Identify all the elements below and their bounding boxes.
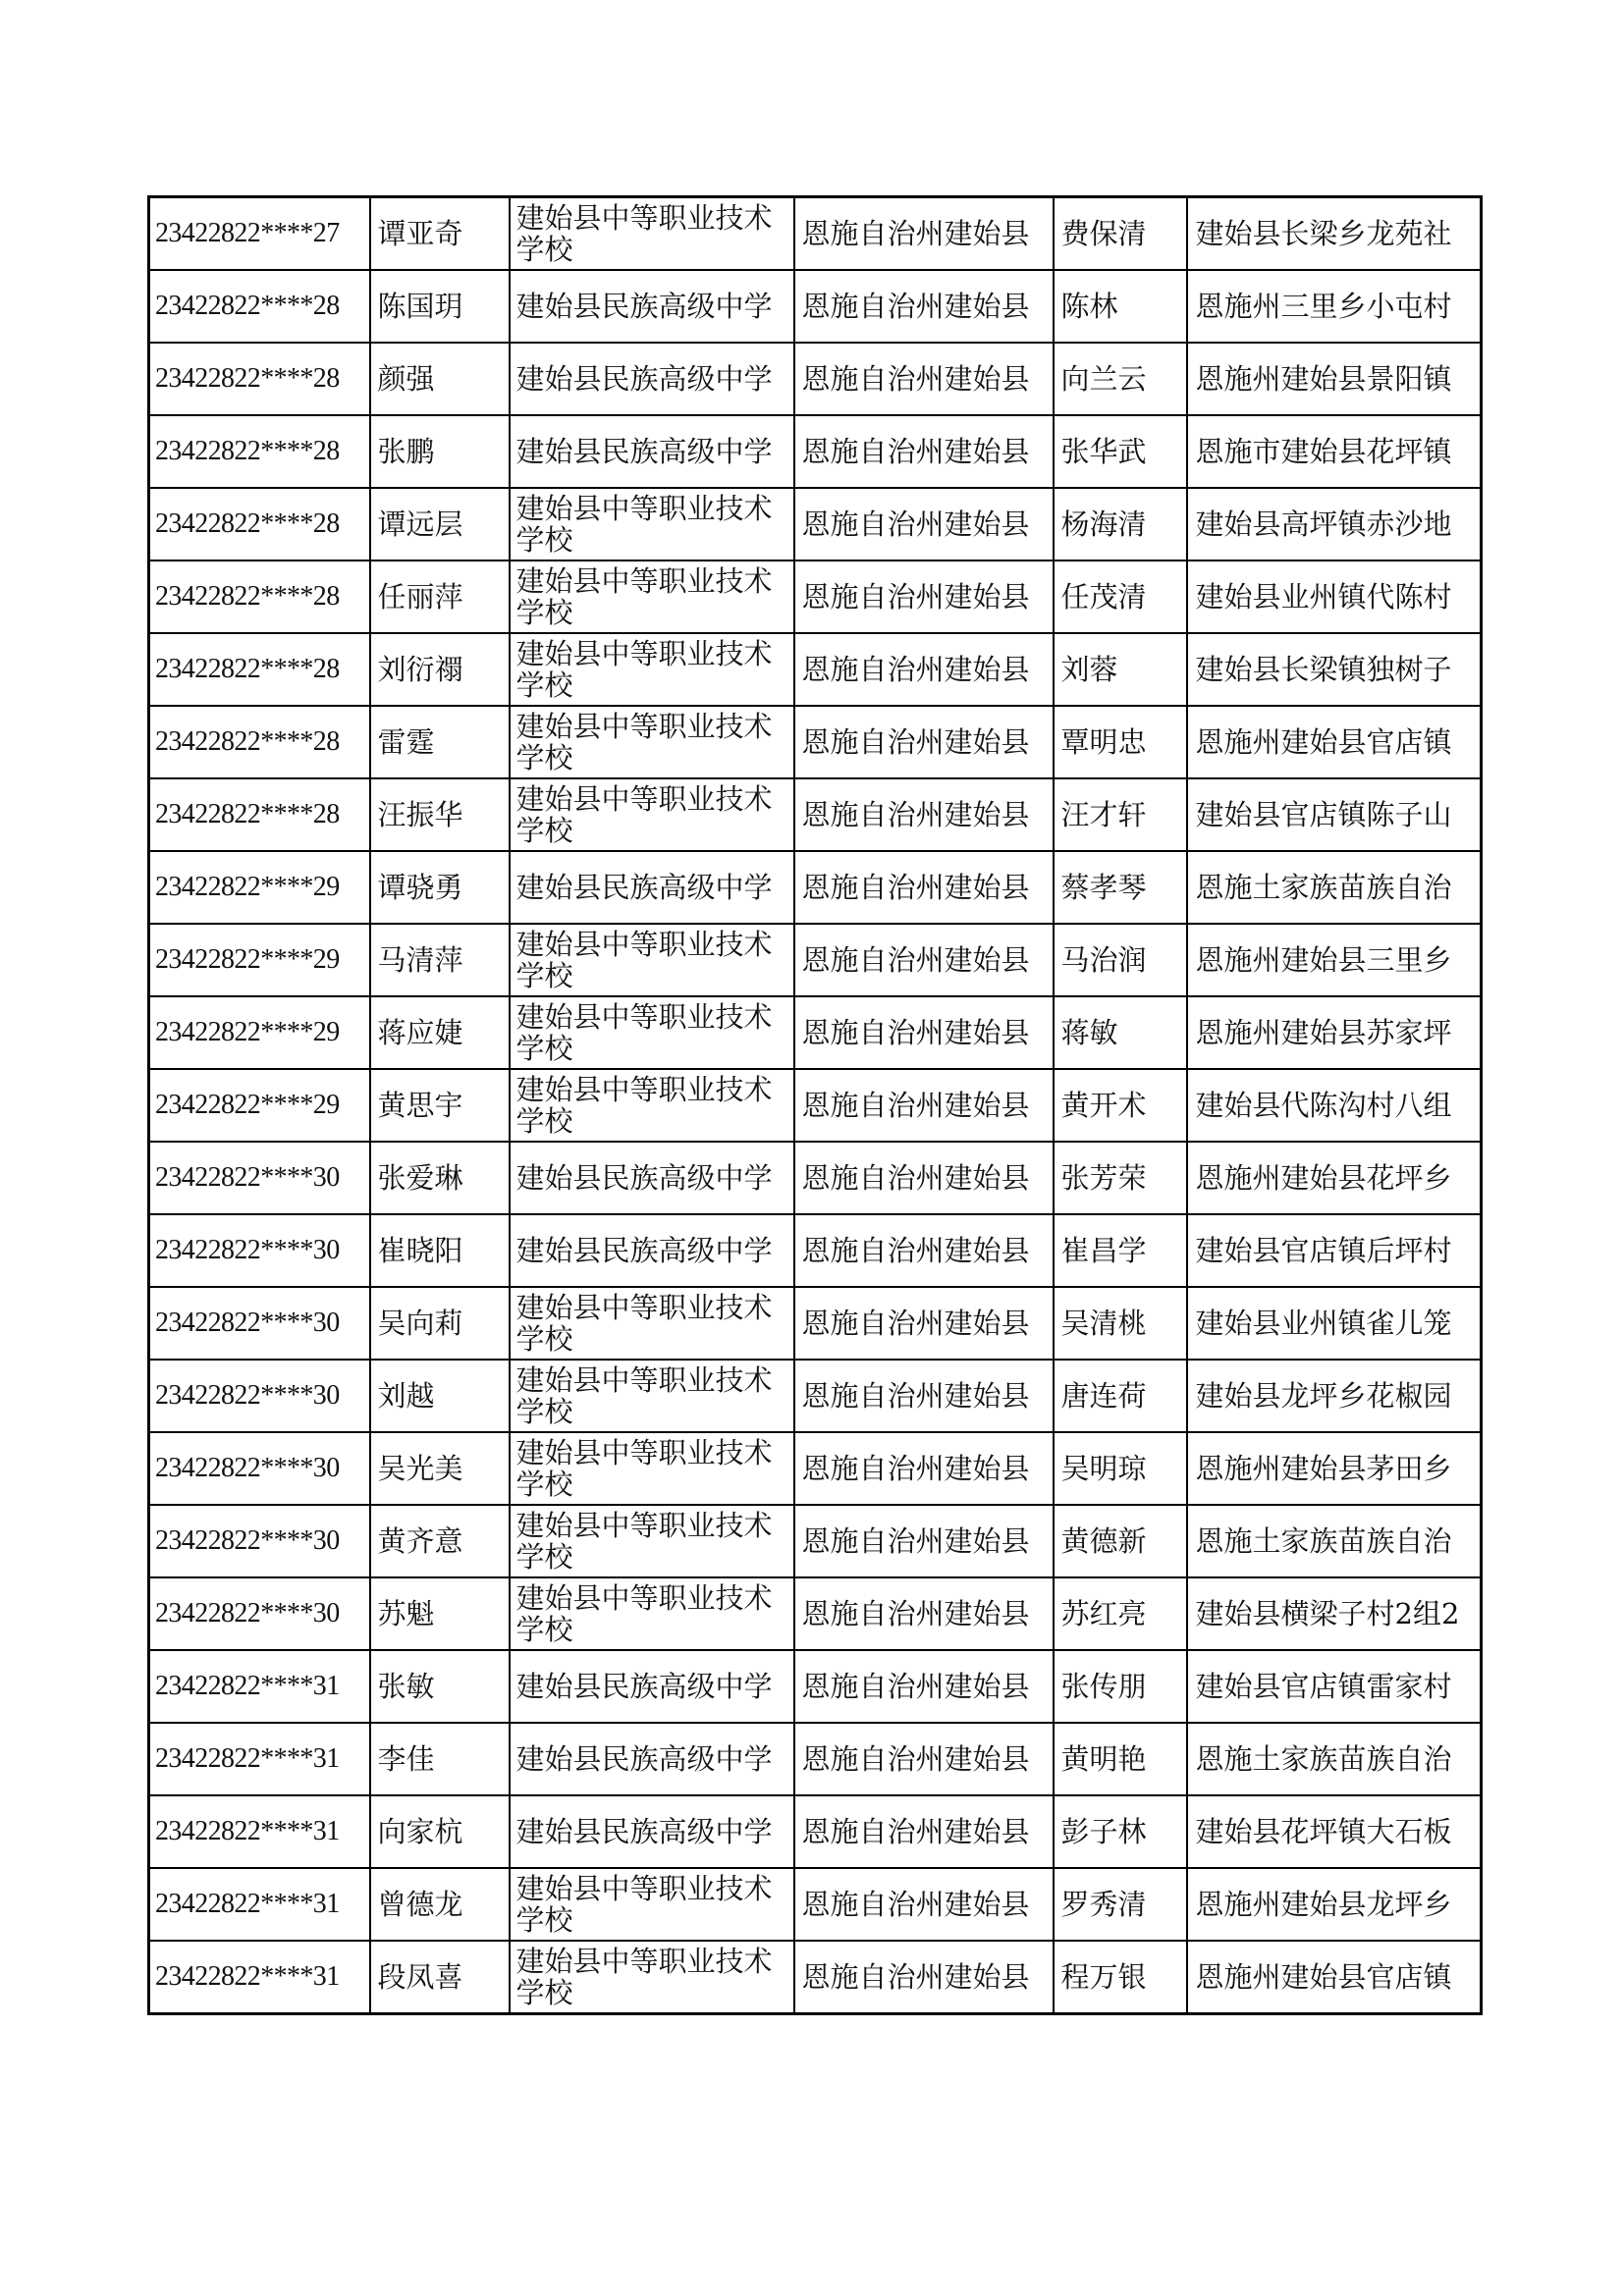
id-number-cell: 23422822****30 — [149, 1287, 370, 1360]
table-row — [149, 1505, 1482, 1577]
address-cell: 恩施土家族苗族自治 — [1187, 1505, 1482, 1577]
student-name-cell: 张敏 — [370, 1650, 510, 1723]
school-cell: 建始县中等职业技术学校 — [510, 197, 794, 271]
address-cell: 建始县官店镇后坪村 — [1187, 1214, 1482, 1287]
region-cell: 恩施自治州建始县 — [794, 1505, 1054, 1577]
id-number-cell: 23422822****29 — [149, 924, 370, 996]
table-row — [149, 197, 1482, 271]
table-row — [149, 1360, 1482, 1432]
student-name-cell: 张鹏 — [370, 415, 510, 488]
region-cell: 恩施自治州建始县 — [794, 706, 1054, 778]
address-cell: 恩施州建始县花坪乡 — [1187, 1142, 1482, 1214]
id-number-cell: 23422822****28 — [149, 778, 370, 851]
school-cell: 建始县中等职业技术学校 — [510, 1941, 794, 2014]
address-cell: 建始县龙坪乡花椒园 — [1187, 1360, 1482, 1432]
guardian-name-cell: 费保清 — [1054, 197, 1187, 271]
student-name-cell: 吴光美 — [370, 1432, 510, 1505]
table-row — [149, 561, 1482, 633]
student-table-body — [149, 197, 1482, 2014]
table-row — [149, 343, 1482, 415]
school-cell: 建始县中等职业技术学校 — [510, 1868, 794, 1941]
table-row — [149, 851, 1482, 924]
region-cell: 恩施自治州建始县 — [794, 1577, 1054, 1650]
student-name-cell: 向家杭 — [370, 1795, 510, 1868]
address-cell: 建始县花坪镇大石板 — [1187, 1795, 1482, 1868]
student-name-cell: 崔晓阳 — [370, 1214, 510, 1287]
guardian-name-cell: 吴明琼 — [1054, 1432, 1187, 1505]
address-cell: 建始县长梁乡龙苑社 — [1187, 197, 1482, 271]
table-row — [149, 1723, 1482, 1795]
student-name-cell: 马清萍 — [370, 924, 510, 996]
address-cell: 建始县官店镇陈子山 — [1187, 778, 1482, 851]
region-cell: 恩施自治州建始县 — [794, 851, 1054, 924]
table-row — [149, 1287, 1482, 1360]
region-cell: 恩施自治州建始县 — [794, 924, 1054, 996]
school-cell: 建始县中等职业技术学校 — [510, 1505, 794, 1577]
student-name-cell: 刘衍禤 — [370, 633, 510, 706]
school-cell: 建始县民族高级中学 — [510, 851, 794, 924]
table-row — [149, 488, 1482, 561]
school-cell: 建始县中等职业技术学校 — [510, 1287, 794, 1360]
school-cell: 建始县民族高级中学 — [510, 1795, 794, 1868]
address-cell: 恩施州建始县三里乡 — [1187, 924, 1482, 996]
guardian-name-cell: 汪才轩 — [1054, 778, 1187, 851]
address-cell: 建始县代陈沟村八组 — [1187, 1069, 1482, 1142]
id-number-cell: 23422822****28 — [149, 633, 370, 706]
id-number-cell: 23422822****31 — [149, 1868, 370, 1941]
school-cell: 建始县中等职业技术学校 — [510, 778, 794, 851]
table-row — [149, 1214, 1482, 1287]
guardian-name-cell: 黄开术 — [1054, 1069, 1187, 1142]
school-cell: 建始县中等职业技术学校 — [510, 996, 794, 1069]
table-row — [149, 1432, 1482, 1505]
region-cell: 恩施自治州建始县 — [794, 633, 1054, 706]
guardian-name-cell: 张传朋 — [1054, 1650, 1187, 1723]
guardian-name-cell: 崔昌学 — [1054, 1214, 1187, 1287]
student-name-cell: 任丽萍 — [370, 561, 510, 633]
guardian-name-cell: 向兰云 — [1054, 343, 1187, 415]
student-name-cell: 吴向莉 — [370, 1287, 510, 1360]
student-name-cell: 汪振华 — [370, 778, 510, 851]
guardian-name-cell: 任茂清 — [1054, 561, 1187, 633]
region-cell: 恩施自治州建始县 — [794, 415, 1054, 488]
region-cell: 恩施自治州建始县 — [794, 1941, 1054, 2014]
id-number-cell: 23422822****30 — [149, 1505, 370, 1577]
address-cell: 建始县官店镇雷家村 — [1187, 1650, 1482, 1723]
region-cell: 恩施自治州建始县 — [794, 1360, 1054, 1432]
id-number-cell: 23422822****28 — [149, 488, 370, 561]
table-row — [149, 415, 1482, 488]
school-cell: 建始县民族高级中学 — [510, 1723, 794, 1795]
region-cell: 恩施自治州建始县 — [794, 488, 1054, 561]
address-cell: 建始县业州镇代陈村 — [1187, 561, 1482, 633]
region-cell: 恩施自治州建始县 — [794, 1795, 1054, 1868]
address-cell: 恩施土家族苗族自治 — [1187, 851, 1482, 924]
guardian-name-cell: 陈林 — [1054, 270, 1187, 343]
table-row — [149, 1941, 1482, 2014]
table-row — [149, 1650, 1482, 1723]
region-cell: 恩施自治州建始县 — [794, 1214, 1054, 1287]
region-cell: 恩施自治州建始县 — [794, 1723, 1054, 1795]
region-cell: 恩施自治州建始县 — [794, 1142, 1054, 1214]
guardian-name-cell: 蔡孝琴 — [1054, 851, 1187, 924]
guardian-name-cell: 苏红亮 — [1054, 1577, 1187, 1650]
address-cell: 恩施州建始县景阳镇 — [1187, 343, 1482, 415]
student-name-cell: 雷霆 — [370, 706, 510, 778]
region-cell: 恩施自治州建始县 — [794, 1432, 1054, 1505]
region-cell: 恩施自治州建始县 — [794, 343, 1054, 415]
guardian-name-cell: 黄明艳 — [1054, 1723, 1187, 1795]
school-cell: 建始县中等职业技术学校 — [510, 561, 794, 633]
address-cell: 建始县业州镇雀儿笼 — [1187, 1287, 1482, 1360]
id-number-cell: 23422822****28 — [149, 343, 370, 415]
region-cell: 恩施自治州建始县 — [794, 270, 1054, 343]
school-cell: 建始县民族高级中学 — [510, 270, 794, 343]
guardian-name-cell: 唐连荷 — [1054, 1360, 1187, 1432]
region-cell: 恩施自治州建始县 — [794, 996, 1054, 1069]
student-name-cell: 曾德龙 — [370, 1868, 510, 1941]
student-name-cell: 黄思宇 — [370, 1069, 510, 1142]
id-number-cell: 23422822****30 — [149, 1432, 370, 1505]
school-cell: 建始县中等职业技术学校 — [510, 1360, 794, 1432]
school-cell: 建始县民族高级中学 — [510, 1650, 794, 1723]
id-number-cell: 23422822****28 — [149, 561, 370, 633]
address-cell: 建始县长梁镇独树子 — [1187, 633, 1482, 706]
guardian-name-cell: 张芳荣 — [1054, 1142, 1187, 1214]
school-cell: 建始县民族高级中学 — [510, 1214, 794, 1287]
address-cell: 恩施州建始县苏家坪 — [1187, 996, 1482, 1069]
table-row — [149, 270, 1482, 343]
id-number-cell: 23422822****30 — [149, 1360, 370, 1432]
id-number-cell: 23422822****27 — [149, 197, 370, 271]
table-row — [149, 1577, 1482, 1650]
guardian-name-cell: 刘蓉 — [1054, 633, 1187, 706]
table-row — [149, 996, 1482, 1069]
address-cell: 恩施土家族苗族自治 — [1187, 1723, 1482, 1795]
id-number-cell: 23422822****29 — [149, 851, 370, 924]
table-row — [149, 924, 1482, 996]
school-cell: 建始县民族高级中学 — [510, 415, 794, 488]
id-number-cell: 23422822****29 — [149, 996, 370, 1069]
school-cell: 建始县民族高级中学 — [510, 343, 794, 415]
region-cell: 恩施自治州建始县 — [794, 1868, 1054, 1941]
guardian-name-cell: 杨海清 — [1054, 488, 1187, 561]
school-cell: 建始县中等职业技术学校 — [510, 633, 794, 706]
id-number-cell: 23422822****31 — [149, 1941, 370, 2014]
id-number-cell: 23422822****28 — [149, 706, 370, 778]
guardian-name-cell: 覃明忠 — [1054, 706, 1187, 778]
guardian-name-cell: 吴清桃 — [1054, 1287, 1187, 1360]
school-cell: 建始县中等职业技术学校 — [510, 1432, 794, 1505]
region-cell: 恩施自治州建始县 — [794, 1650, 1054, 1723]
region-cell: 恩施自治州建始县 — [794, 778, 1054, 851]
student-name-cell: 李佳 — [370, 1723, 510, 1795]
id-number-cell: 23422822****30 — [149, 1214, 370, 1287]
student-name-cell: 谭骁勇 — [370, 851, 510, 924]
student-name-cell: 段凤喜 — [370, 1941, 510, 2014]
id-number-cell: 23422822****28 — [149, 270, 370, 343]
school-cell: 建始县中等职业技术学校 — [510, 1577, 794, 1650]
guardian-name-cell: 程万银 — [1054, 1941, 1187, 2014]
address-cell: 恩施州三里乡小屯村 — [1187, 270, 1482, 343]
guardian-name-cell: 张华武 — [1054, 415, 1187, 488]
student-name-cell: 刘越 — [370, 1360, 510, 1432]
table-row — [149, 1142, 1482, 1214]
school-cell: 建始县中等职业技术学校 — [510, 706, 794, 778]
id-number-cell: 23422822****31 — [149, 1795, 370, 1868]
school-cell: 建始县民族高级中学 — [510, 1142, 794, 1214]
id-number-cell: 23422822****30 — [149, 1142, 370, 1214]
table-row — [149, 633, 1482, 706]
school-cell: 建始县中等职业技术学校 — [510, 924, 794, 996]
student-name-cell: 黄齐意 — [370, 1505, 510, 1577]
address-cell: 恩施州建始县官店镇 — [1187, 706, 1482, 778]
student-name-cell: 苏魁 — [370, 1577, 510, 1650]
id-number-cell: 23422822****31 — [149, 1650, 370, 1723]
address-cell: 恩施州建始县茅田乡 — [1187, 1432, 1482, 1505]
guardian-name-cell: 马治润 — [1054, 924, 1187, 996]
id-number-cell: 23422822****28 — [149, 415, 370, 488]
table-row — [149, 1069, 1482, 1142]
address-cell: 恩施市建始县花坪镇 — [1187, 415, 1482, 488]
student-name-cell: 蒋应婕 — [370, 996, 510, 1069]
guardian-name-cell: 罗秀清 — [1054, 1868, 1187, 1941]
id-number-cell: 23422822****30 — [149, 1577, 370, 1650]
guardian-name-cell: 蒋敏 — [1054, 996, 1187, 1069]
guardian-name-cell: 黄德新 — [1054, 1505, 1187, 1577]
table-row — [149, 706, 1482, 778]
address-cell: 建始县高坪镇赤沙地 — [1187, 488, 1482, 561]
id-number-cell: 23422822****31 — [149, 1723, 370, 1795]
region-cell: 恩施自治州建始县 — [794, 197, 1054, 271]
region-cell: 恩施自治州建始县 — [794, 561, 1054, 633]
guardian-name-cell: 彭子林 — [1054, 1795, 1187, 1868]
table-row — [149, 778, 1482, 851]
student-table — [147, 195, 1483, 2015]
id-number-cell: 23422822****29 — [149, 1069, 370, 1142]
school-cell: 建始县中等职业技术学校 — [510, 488, 794, 561]
student-name-cell: 谭远层 — [370, 488, 510, 561]
student-name-cell: 张爱琳 — [370, 1142, 510, 1214]
student-name-cell: 陈国玥 — [370, 270, 510, 343]
region-cell: 恩施自治州建始县 — [794, 1287, 1054, 1360]
table-row — [149, 1795, 1482, 1868]
student-name-cell: 颜强 — [370, 343, 510, 415]
school-cell: 建始县中等职业技术学校 — [510, 1069, 794, 1142]
address-cell: 恩施州建始县官店镇 — [1187, 1941, 1482, 2014]
address-cell: 建始县横梁子村2组2 — [1187, 1577, 1482, 1650]
student-name-cell: 谭亚奇 — [370, 197, 510, 271]
region-cell: 恩施自治州建始县 — [794, 1069, 1054, 1142]
address-cell: 恩施州建始县龙坪乡 — [1187, 1868, 1482, 1941]
table-row — [149, 1868, 1482, 1941]
